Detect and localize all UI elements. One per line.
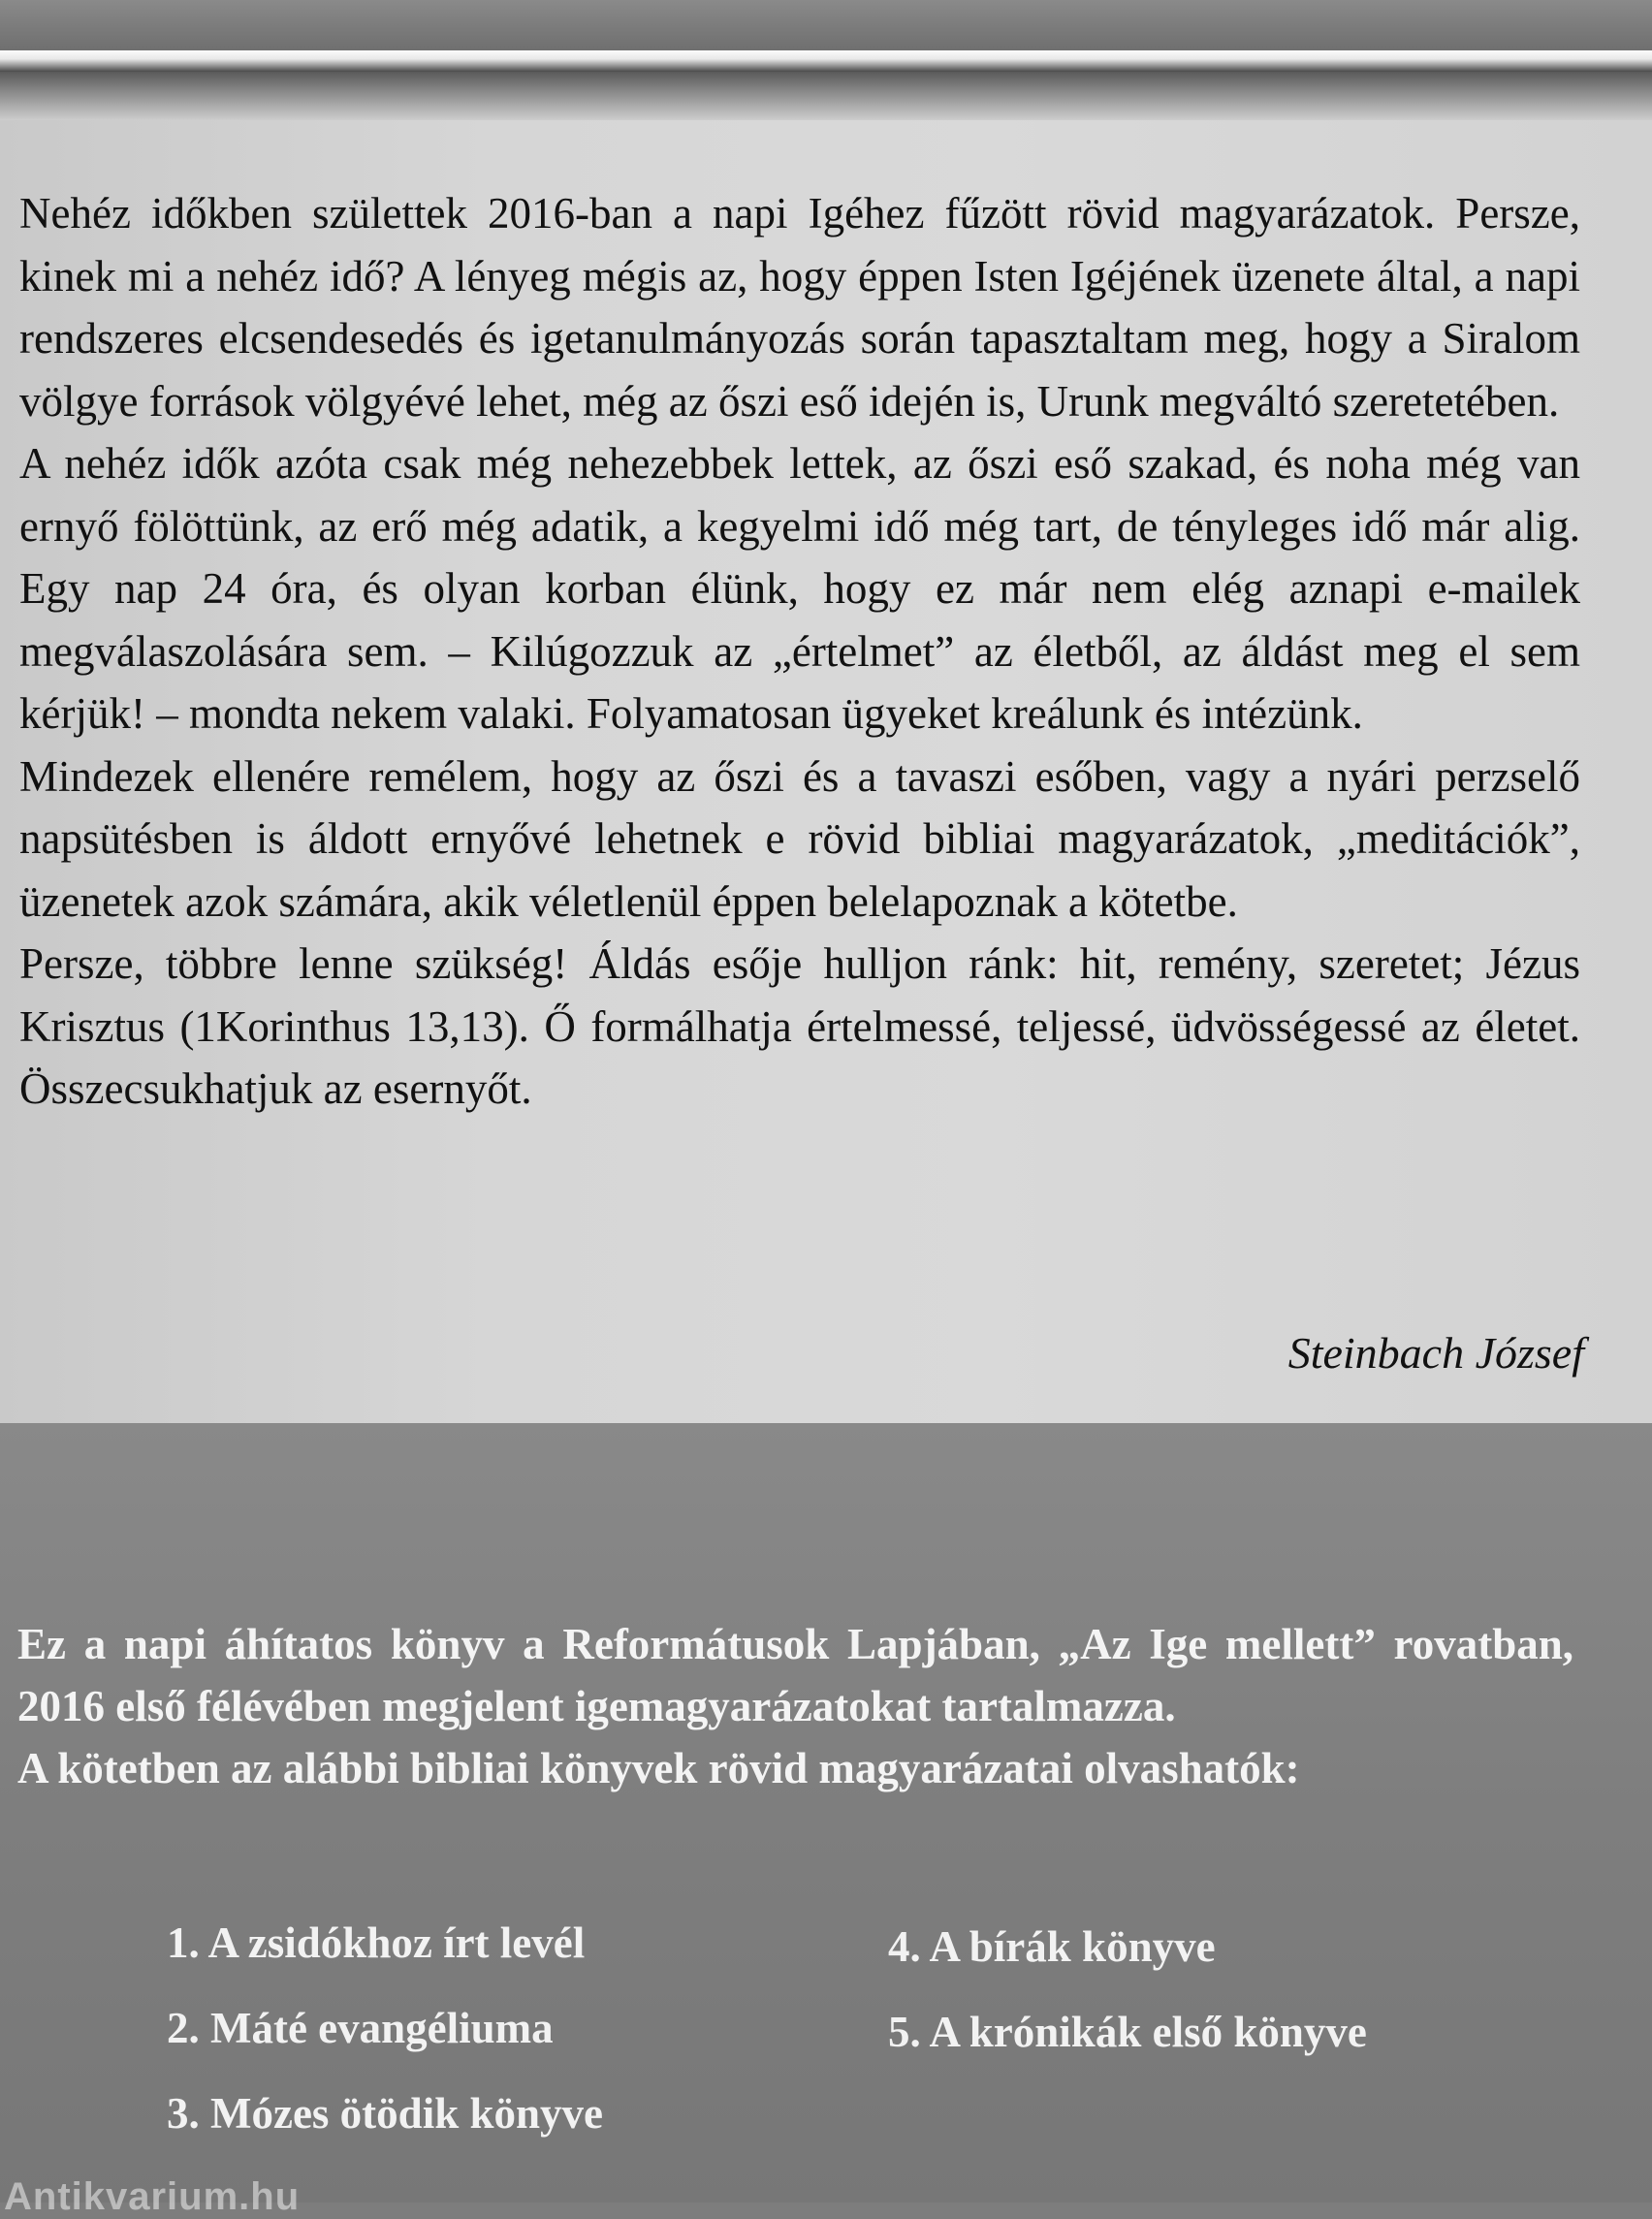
watermark-text: Antikvarium.hu: [4, 2175, 301, 2218]
back-cover-intro: [17, 1613, 1573, 1799]
book-list-item: 3. Mózes ötödik könyve: [167, 2089, 603, 2138]
foreword-paragraph-4: Persze, többre lenne szükség! Áldás esője hulljon ránk: hit, remény, szeretet; Jézus Krisztus (1Korinthus 13,13). Ő formálhatja értelmessé, teljessé, üdvösségessé az életet. Összecsukhatjuk az esernyőt.: [19, 939, 1580, 1113]
foreword-text: [19, 182, 1580, 1121]
intro-line-1: Ez a napi áhítatos könyv a Reformátusok Lapjában, „Az Ige mellett” rovatban, 2016 első félévében megjelent igemagyarázatokat tartalmazza.: [17, 1620, 1573, 1730]
page-edge: [0, 50, 1652, 72]
author-signature: Steinbach József: [1287, 1328, 1584, 1378]
foreword-paragraph-1: Nehéz időkben születtek 2016-ban a napi Igéhez fűzött rövid magyarázatok. Persze, kinek mi a nehéz idő? A lényeg mégis az, hogy éppen Isten Igéjének üzenete által, a napi rendszeres elcsendesedés és igetanulmányozás során tapasztaltam meg, hogy a Siralom völgye források völgyévé lehet, még az őszi eső idején is, Urunk megváltó szeretetében.: [19, 189, 1580, 426]
book-list-item: 1. A zsidókhoz írt levél: [167, 1918, 586, 1967]
foreword-paragraph-2: A nehéz idők azóta csak még nehezebbek lettek, az őszi eső szakad, és noha még van ernyő fölöttünk, az erő még adatik, a kegyelmi idő még tart, de tényleges idő már alig. Egy nap 24 óra, és olyan korban élünk, hogy ez már nem elég aznapi e-mailek megválaszolására sem. – Kilúgozzuk az „értelmet” az életből, az áldást meg el sem kérjük! – mondta nekem valaki. Folyamatosan ügyeket kreálunk és intézünk.: [19, 439, 1580, 738]
book-list-item: 4. A bírák könyve: [888, 1922, 1216, 1971]
foreword-panel: [0, 120, 1652, 1423]
page-edge-shadow: [0, 72, 1652, 120]
top-band: [0, 0, 1652, 50]
book-list: [167, 1918, 1524, 2170]
book-list-item: 2. Máté evangéliuma: [167, 2004, 554, 2052]
back-cover-section: [0, 1423, 1652, 2203]
foreword-paragraph-3: Mindezek ellenére remélem, hogy az őszi és a tavaszi esőben, vagy a nyári perzselő napsütésben is áldott ernyővé lehetnek e rövid bibliai magyarázatok, „meditációk”, üzenetek azok számára, akik véletlenül éppen belelapoznak a kötetbe.: [19, 751, 1580, 926]
intro-line-2: A kötetben az alábbi bibliai könyvek rövid magyarázatai olvashatók:: [17, 1744, 1300, 1792]
book-list-item: 5. A krónikák első könyve: [888, 2008, 1367, 2056]
